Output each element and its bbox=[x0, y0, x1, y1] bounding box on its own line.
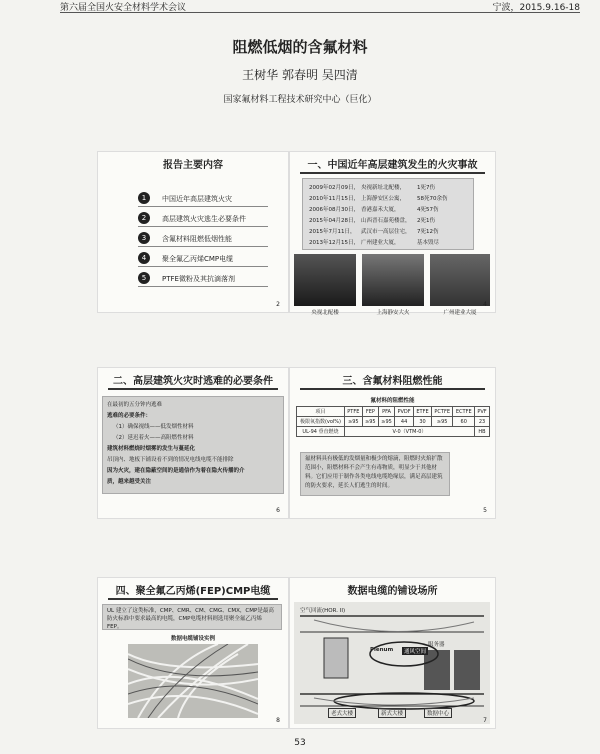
fire-date: 2015年7月11日， bbox=[309, 229, 356, 235]
fire-date: 2010年11月15日， bbox=[309, 196, 359, 202]
photo-caption: 央视北配楼 bbox=[311, 310, 339, 316]
building-diagram bbox=[294, 602, 490, 724]
flame-table bbox=[296, 406, 490, 437]
toc-label: PTFE微粉及其抗滴落剂 bbox=[162, 275, 235, 283]
title-underline bbox=[300, 172, 485, 174]
table-cell: 项目 bbox=[297, 407, 345, 417]
diagram-label: 服务器 bbox=[428, 642, 445, 648]
photo-caption: 上海静安大火 bbox=[376, 310, 410, 316]
flame-note: 氟材料具有极低的发烟量和极少的熔滴，阻燃时火焰扩散范围小，阻燃材料不会产生有毒物质，明显少于其他材料。它们应用于制作各类电线电缆绝缘层，满足高层建筑的防火要求，延长人们逃生的时间。 bbox=[300, 452, 450, 496]
slide-fep-cable bbox=[98, 578, 288, 728]
slide-page-number: 4 bbox=[483, 301, 487, 308]
condition-line: （1）确保视线——低发烟性材料 bbox=[113, 424, 194, 430]
slide-page-number: 5 bbox=[483, 507, 487, 514]
fire-result: 58死70余伤 bbox=[417, 196, 448, 202]
diagram-label: 老式大楼 bbox=[328, 708, 356, 718]
fire-place: 上海静安区公寓， bbox=[361, 196, 406, 202]
toc-number: 1 bbox=[138, 192, 150, 204]
toc-label: 中国近年高层建筑火灾 bbox=[162, 195, 232, 203]
fire-place: 香港嘉禾大厦， bbox=[361, 207, 400, 213]
toc-number: 3 bbox=[138, 232, 150, 244]
fire-place: 山西晋石嘉苑楼盘， bbox=[361, 218, 411, 224]
table-cell: ≥95 bbox=[362, 417, 378, 427]
slide-escape-conditions bbox=[98, 368, 288, 518]
condition-line: 吊顶内、地板下铺设看不到的情况电线电缆不能排除 bbox=[107, 457, 234, 463]
slide-page-number: 2 bbox=[276, 301, 280, 308]
table-cell: PVF bbox=[475, 407, 490, 417]
slide-page-number: 6 bbox=[276, 507, 280, 514]
table-cell: 23 bbox=[475, 417, 490, 427]
table-cell: HB bbox=[475, 427, 490, 437]
diagram-label: 空气回流(HOR. II) bbox=[300, 608, 346, 614]
fire-result: 4死57伤 bbox=[417, 207, 439, 213]
diagram-label: 通风空间 bbox=[404, 649, 427, 655]
condition-line: 质，越来越受关注 bbox=[107, 479, 152, 485]
fire-result: 7死12伤 bbox=[417, 229, 439, 235]
slide-title: 四、聚全氟乙丙烯(FEP)CMP电缆 bbox=[115, 586, 271, 597]
diagram-label: 数据中心 bbox=[424, 708, 452, 718]
paper-affiliation: 国家氟材料工程技术研究中心（巨化） bbox=[223, 95, 377, 105]
header-right: 宁波，2015.9.16-18 bbox=[492, 3, 580, 13]
fire-date: 2006年08月30日， bbox=[309, 207, 359, 213]
slide-title: 报告主要内容 bbox=[163, 160, 223, 171]
table-cell: 60 bbox=[453, 417, 475, 427]
header-left: 第六届全国火安全材料学术会议 bbox=[60, 3, 187, 13]
fire-place: 广州建业大厦， bbox=[361, 240, 400, 246]
toc-label: 含氟材料阻燃低烟性能 bbox=[162, 235, 232, 243]
table-cell: 极限氧指数(vol%) bbox=[297, 417, 345, 427]
table-cell: ≥95 bbox=[431, 417, 452, 427]
table-cell: PCTFE bbox=[431, 407, 452, 417]
cable-text: UL 建立了这类标准，CMP、CMR、CM、CMG、CMX，CMP是最高防火标准中要求最高的电缆，CMP电缆材料则选用聚全氟乙丙烯FEP。 bbox=[102, 604, 282, 630]
paper-authors: 王树华 郭春明 吴四清 bbox=[242, 68, 358, 82]
table-header-row bbox=[297, 407, 490, 417]
table-title: 氟材料的阻燃性能 bbox=[370, 398, 415, 404]
slide-cable-locations bbox=[290, 578, 495, 728]
fire-photo bbox=[294, 254, 356, 306]
slide-flame-retardancy bbox=[290, 368, 495, 518]
fire-date: 2013年12月15日， bbox=[309, 240, 359, 246]
table-cell: PVDF bbox=[395, 407, 414, 417]
toc-item bbox=[138, 272, 268, 287]
fire-photo bbox=[362, 254, 424, 306]
slide-page-number: 8 bbox=[276, 717, 280, 724]
slide-contents bbox=[98, 152, 288, 312]
table-cell: FEP bbox=[362, 407, 378, 417]
fire-place: 央视新址北配楼， bbox=[361, 185, 406, 191]
toc-number: 2 bbox=[138, 212, 150, 224]
slide-title: 一、中国近年高层建筑发生的火灾事故 bbox=[307, 160, 478, 171]
fire-place: 武汉市一高层住宅， bbox=[361, 229, 411, 235]
slide-fire-incidents bbox=[290, 152, 495, 316]
table-cell: ≥95 bbox=[378, 417, 394, 427]
condition-line: 逃难的必要条件： bbox=[107, 413, 152, 419]
toc-number: 5 bbox=[138, 272, 150, 284]
diagram-label: Plenum bbox=[370, 647, 394, 653]
fire-photo bbox=[430, 254, 490, 306]
fire-result: 2死1伤 bbox=[417, 218, 435, 224]
toc-item bbox=[138, 232, 268, 247]
table-cell: PTFE bbox=[344, 407, 362, 417]
toc-item bbox=[138, 252, 268, 267]
condition-line: （2）延迟着火——高阻燃性材料 bbox=[113, 435, 194, 441]
table-cell: ETFE bbox=[414, 407, 432, 417]
fire-result: 基本毁尽 bbox=[417, 240, 440, 246]
cable-photo bbox=[128, 644, 258, 718]
title-underline bbox=[108, 598, 278, 600]
condition-line: 因为火灾，建在隐蔽空间的是通信作为着在隐火传播的介 bbox=[107, 468, 245, 474]
photo-caption: 广州建业大厦 bbox=[443, 310, 477, 316]
toc-number: 4 bbox=[138, 252, 150, 264]
table-cell: ≥95 bbox=[344, 417, 362, 427]
title-underline bbox=[108, 388, 278, 390]
table-cell: UL-94 垂直燃烧 bbox=[297, 427, 345, 437]
table-row bbox=[297, 427, 490, 437]
fire-date: 2009年02月09日， bbox=[309, 185, 359, 191]
table-cell: PFA bbox=[378, 407, 394, 417]
condition-box bbox=[102, 396, 284, 494]
slide-page-number: 7 bbox=[483, 717, 487, 724]
title-underline bbox=[300, 388, 485, 390]
fire-date: 2015年04月28日， bbox=[309, 218, 359, 224]
toc-item bbox=[138, 192, 268, 207]
paper-title: 阻燃低烟的含氟材料 bbox=[232, 38, 368, 56]
table-cell: 44 bbox=[395, 417, 414, 427]
table-row bbox=[297, 417, 490, 427]
slide-title: 数据电缆的铺设场所 bbox=[347, 586, 438, 597]
running-header bbox=[60, 0, 580, 13]
page-number: 53 bbox=[294, 738, 306, 748]
condition-line: 在最初的五分钟内逃难 bbox=[107, 402, 163, 408]
condition-line: 建筑材料燃烧时烟雾的发生与蔓延化 bbox=[107, 446, 196, 452]
slide-title: 二、高层建筑火灾时逃难的必要条件 bbox=[113, 376, 273, 387]
slide-title: 三、含氟材料阻燃性能 bbox=[342, 376, 443, 387]
fire-result: 1死7伤 bbox=[417, 185, 435, 191]
diagram-label: 新式大楼 bbox=[378, 708, 406, 718]
photo-title: 数据电缆铺设实例 bbox=[170, 636, 215, 642]
toc-item bbox=[138, 212, 268, 227]
table-cell: ECTFE bbox=[453, 407, 475, 417]
toc-label: 高层建筑火灾逃生必要条件 bbox=[162, 215, 246, 223]
table-cell: 30 bbox=[414, 417, 432, 427]
toc-label: 聚全氟乙丙烯CMP电缆 bbox=[162, 255, 234, 263]
table-cell: V-0（VTM-0） bbox=[344, 427, 474, 437]
fire-list bbox=[302, 178, 474, 250]
